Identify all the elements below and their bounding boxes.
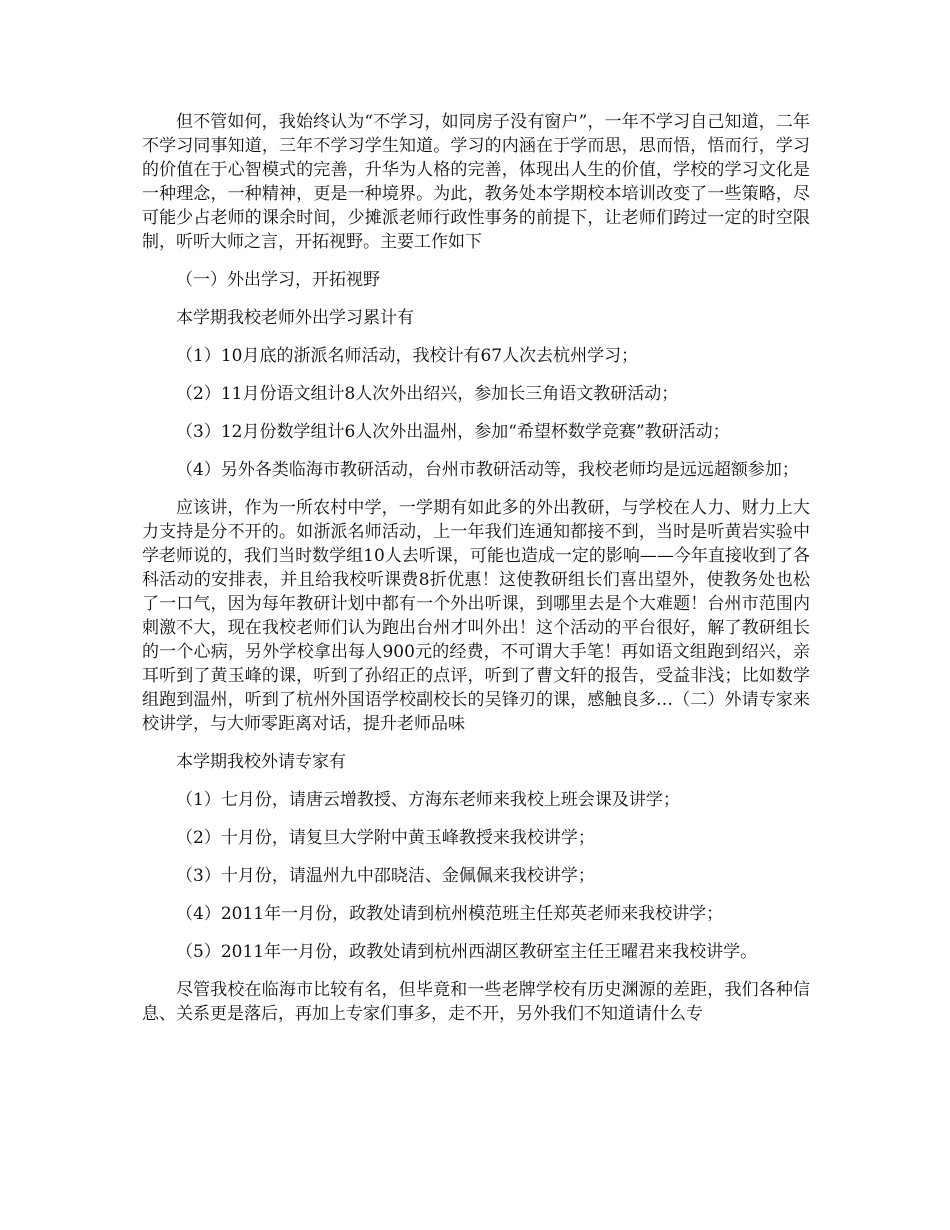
list-item: （3）12月份数学组计6人次外出温州，参加“希望杯数学竞赛”教研活动； [176, 422, 730, 442]
paragraph-closing: 尽管我校在临海市比较有名，但毕竟和一些老牌学校有历史渊源的差距，我们各种信息、关系更是落后，再加上专家们事多，走不开，另外我们不知道请什么专 [142, 980, 810, 1024]
paragraph-study-summary: 本学期我校老师外出学习累计有 [176, 308, 414, 328]
list-item: （4）2011年一月份，政教处请到杭州模范班主任郑英老师来我校讲学； [176, 904, 724, 924]
section-heading-1: （一）外出学习，开拓视野 [176, 270, 380, 290]
paragraph-discussion: 应该讲，作为一所农村中学，一学期有如此多的外出教研，与学校在人力、财力上大力支持是分不开的。如浙派名师活动，上一年我们连通知都接不到，当时是听黄岩实验中学老师说的，我们当时数学组10人去听课，可能也造成一定的影响——今年直接收到了各科活动的安排表，并且给我校听课费8折优惠！这使教研组长们喜出望外，使教务处也松了一口气，因为每年教研计划中都有一个外出听课，到哪里去是个大难题！台州市范围内刺激不大，现在我校老师们认为跑出台州才叫外出！这个活动的平台很好，解了教研组长的一个心病，另外学校拿出每人900元的经费，不可谓大手笔！再如语文组跑到绍兴，亲耳听到了黄玉峰的课，听到了孙绍正的点评，听到了曹文轩的报告，受益非浅；比如数学组跑到温州，听到了杭州外国语学校副校长的吴锋刃的课，感触良多…（二）外请专家来校讲学，与大师零距离对话，提升老师品味 [142, 498, 810, 734]
list-item: （2）十月份，请复旦大学附中黄玉峰教授来我校讲学； [176, 828, 595, 848]
paragraph-intro: 但不管如何，我始终认为“不学习，如同房子没有窗户”，一年不学习自己知道，二年不学习同事知道，三年不学习学生知道。学习的内涵在于学而思，思而悟，悟而行，学习的价值在于心智模式的完善，升华为人格的完善，体现出人生的价值，学校的学习文化是一种理念，一种精神，更是一种境界。为此，教务处本学期校本培训改变了一些策略，尽可能少占老师的课余时间，少摊派老师行政性事务的前提下，让老师们跨过一定的时空限制，听听大师之言，开拓视野。主要工作如下 [142, 112, 810, 252]
list-item: （1）10月底的浙派名师活动，我校计有67人次去杭州学习； [176, 346, 639, 366]
list-item: （2）11月份语文组计8人次外出绍兴，参加长三角语文教研活动； [176, 384, 679, 404]
document-body [142, 110, 810, 1026]
list-item: （3）十月份，请温州九中邵晓洁、金佩佩来我校讲学； [176, 866, 595, 886]
list-item: （4）另外各类临海市教研活动，台州市教研活动等，我校老师均是远远超额参加； [176, 460, 799, 480]
list-item: （1）七月份，请唐云增教授、方海东老师来我校上班会课及讲学； [176, 790, 680, 810]
paragraph-experts-summary: 本学期我校外请专家有 [176, 752, 346, 772]
list-item: （5）2011年一月份，政教处请到杭州西湖区教研室主任王曜君来我校讲学。 [176, 942, 758, 962]
